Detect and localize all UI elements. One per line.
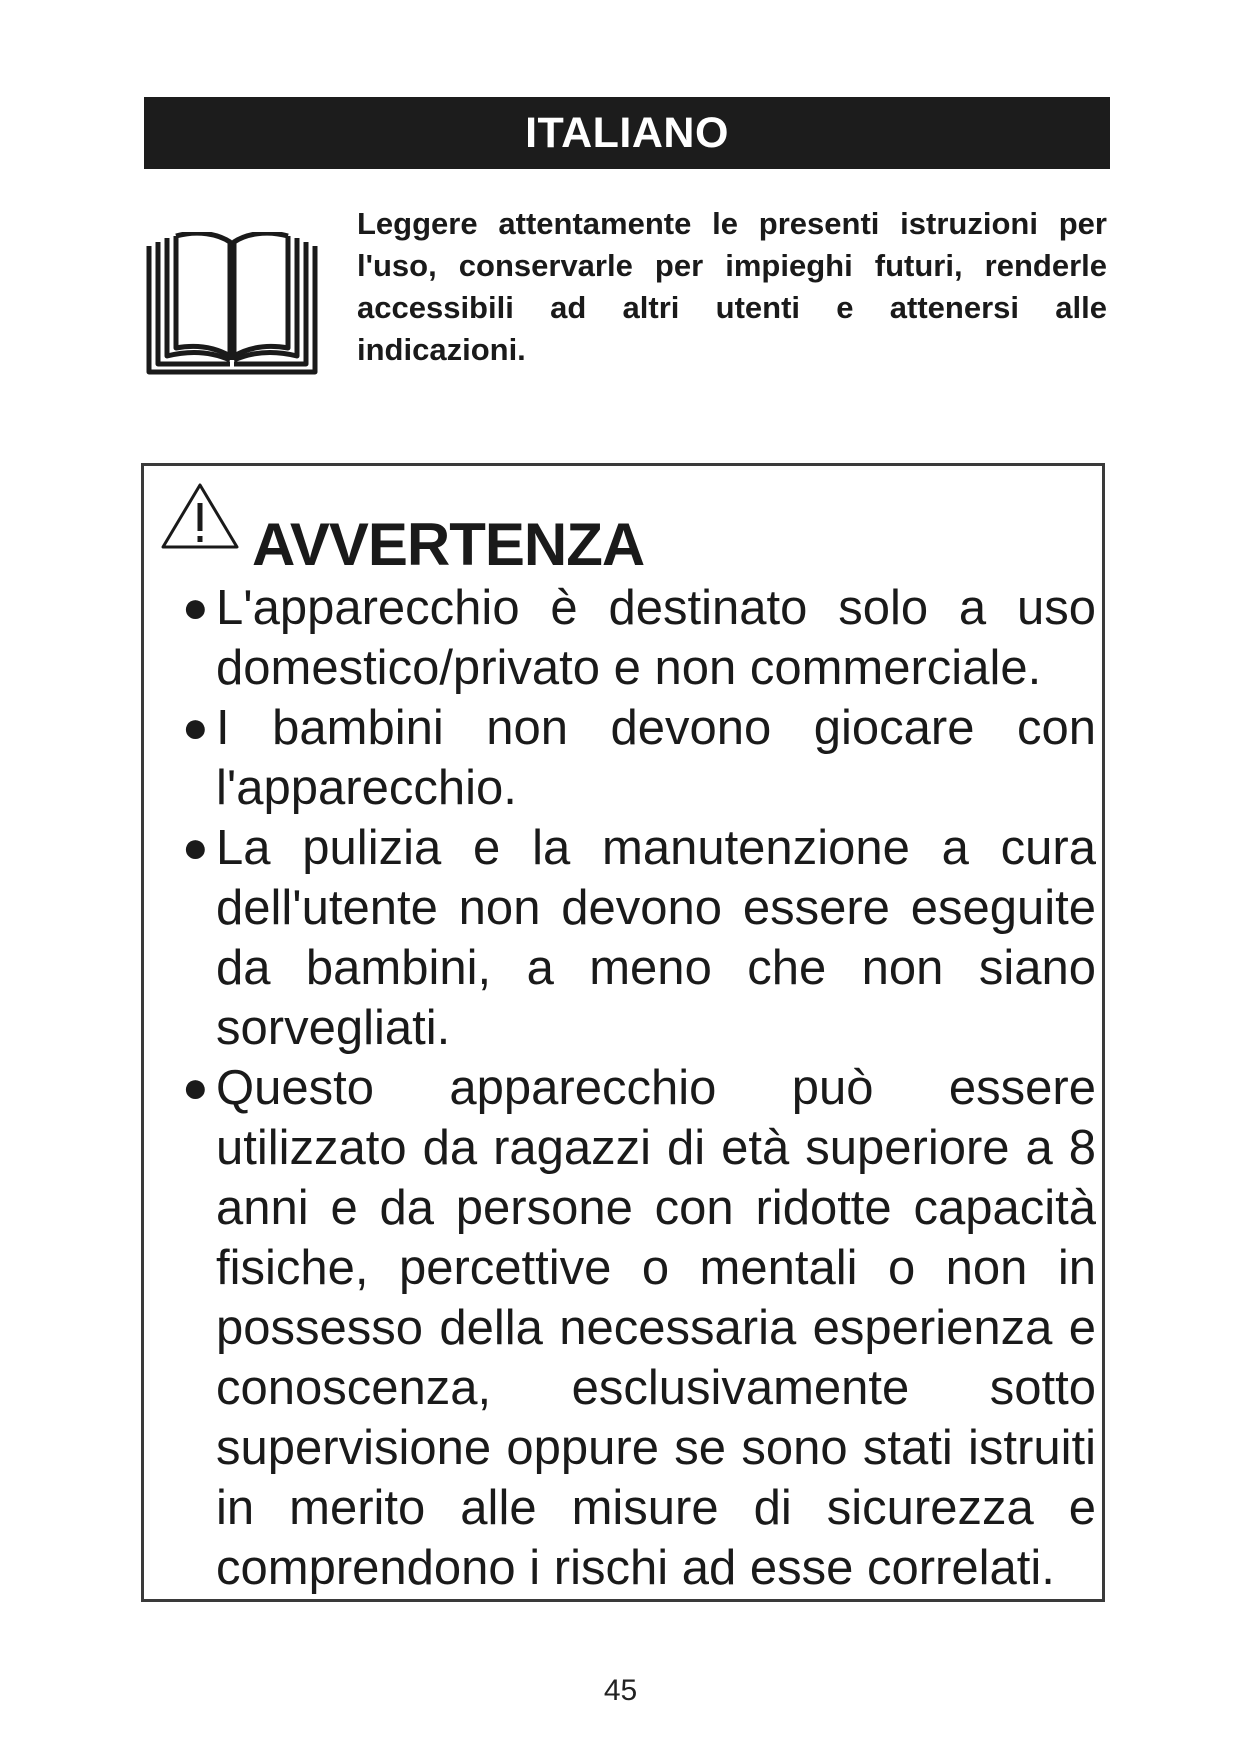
warning-item-text: I bambini non devono giocare con l'apparecchio. <box>216 701 1096 815</box>
warning-item <box>180 818 1096 1058</box>
warning-item-text: La pulizia e la manutenzione a cura dell'utente non devono essere eseguite da bambini, a meno che non siano sorvegliati. <box>216 821 1096 1055</box>
warning-item-text: Questo apparecchio può essere utilizzato da ragazzi di età superiore a 8 anni e da persone con ridotte capacità fisiche, percettive o mentali o non in possesso della necessaria esperienza e conoscenza, esclusivamente sotto supervisione oppure se sono stati istruiti in merito alle misure di sicurezza e comprendono i rischi ad esse correlati. <box>216 1061 1096 1595</box>
language-label: ITALIANO <box>525 108 729 157</box>
warning-item-text: L'apparecchio è destinato solo a uso domestico/privato e non commerciale. <box>216 581 1096 695</box>
warning-box <box>141 463 1105 1602</box>
bullet-icon: ● <box>182 823 209 872</box>
bullet-icon: ● <box>182 703 209 752</box>
warning-title: AVVERTENZA <box>252 511 645 578</box>
language-header <box>144 97 1110 169</box>
warning-list <box>180 578 1096 1598</box>
intro-text: Leggere attentamente le presenti istruzioni per l'uso, conservarle per impieghi futuri, renderle accessibili ad altri utenti e attenersi alle indicazioni. <box>357 206 1107 367</box>
warning-item <box>180 1058 1096 1598</box>
page-number: 45 <box>603 1674 638 1707</box>
warning-item <box>180 698 1096 818</box>
bullet-icon: ● <box>182 583 209 632</box>
bullet-icon: ● <box>182 1063 209 1112</box>
open-book-icon <box>146 232 318 378</box>
warning-item <box>180 578 1096 698</box>
warning-triangle-icon <box>160 481 240 551</box>
